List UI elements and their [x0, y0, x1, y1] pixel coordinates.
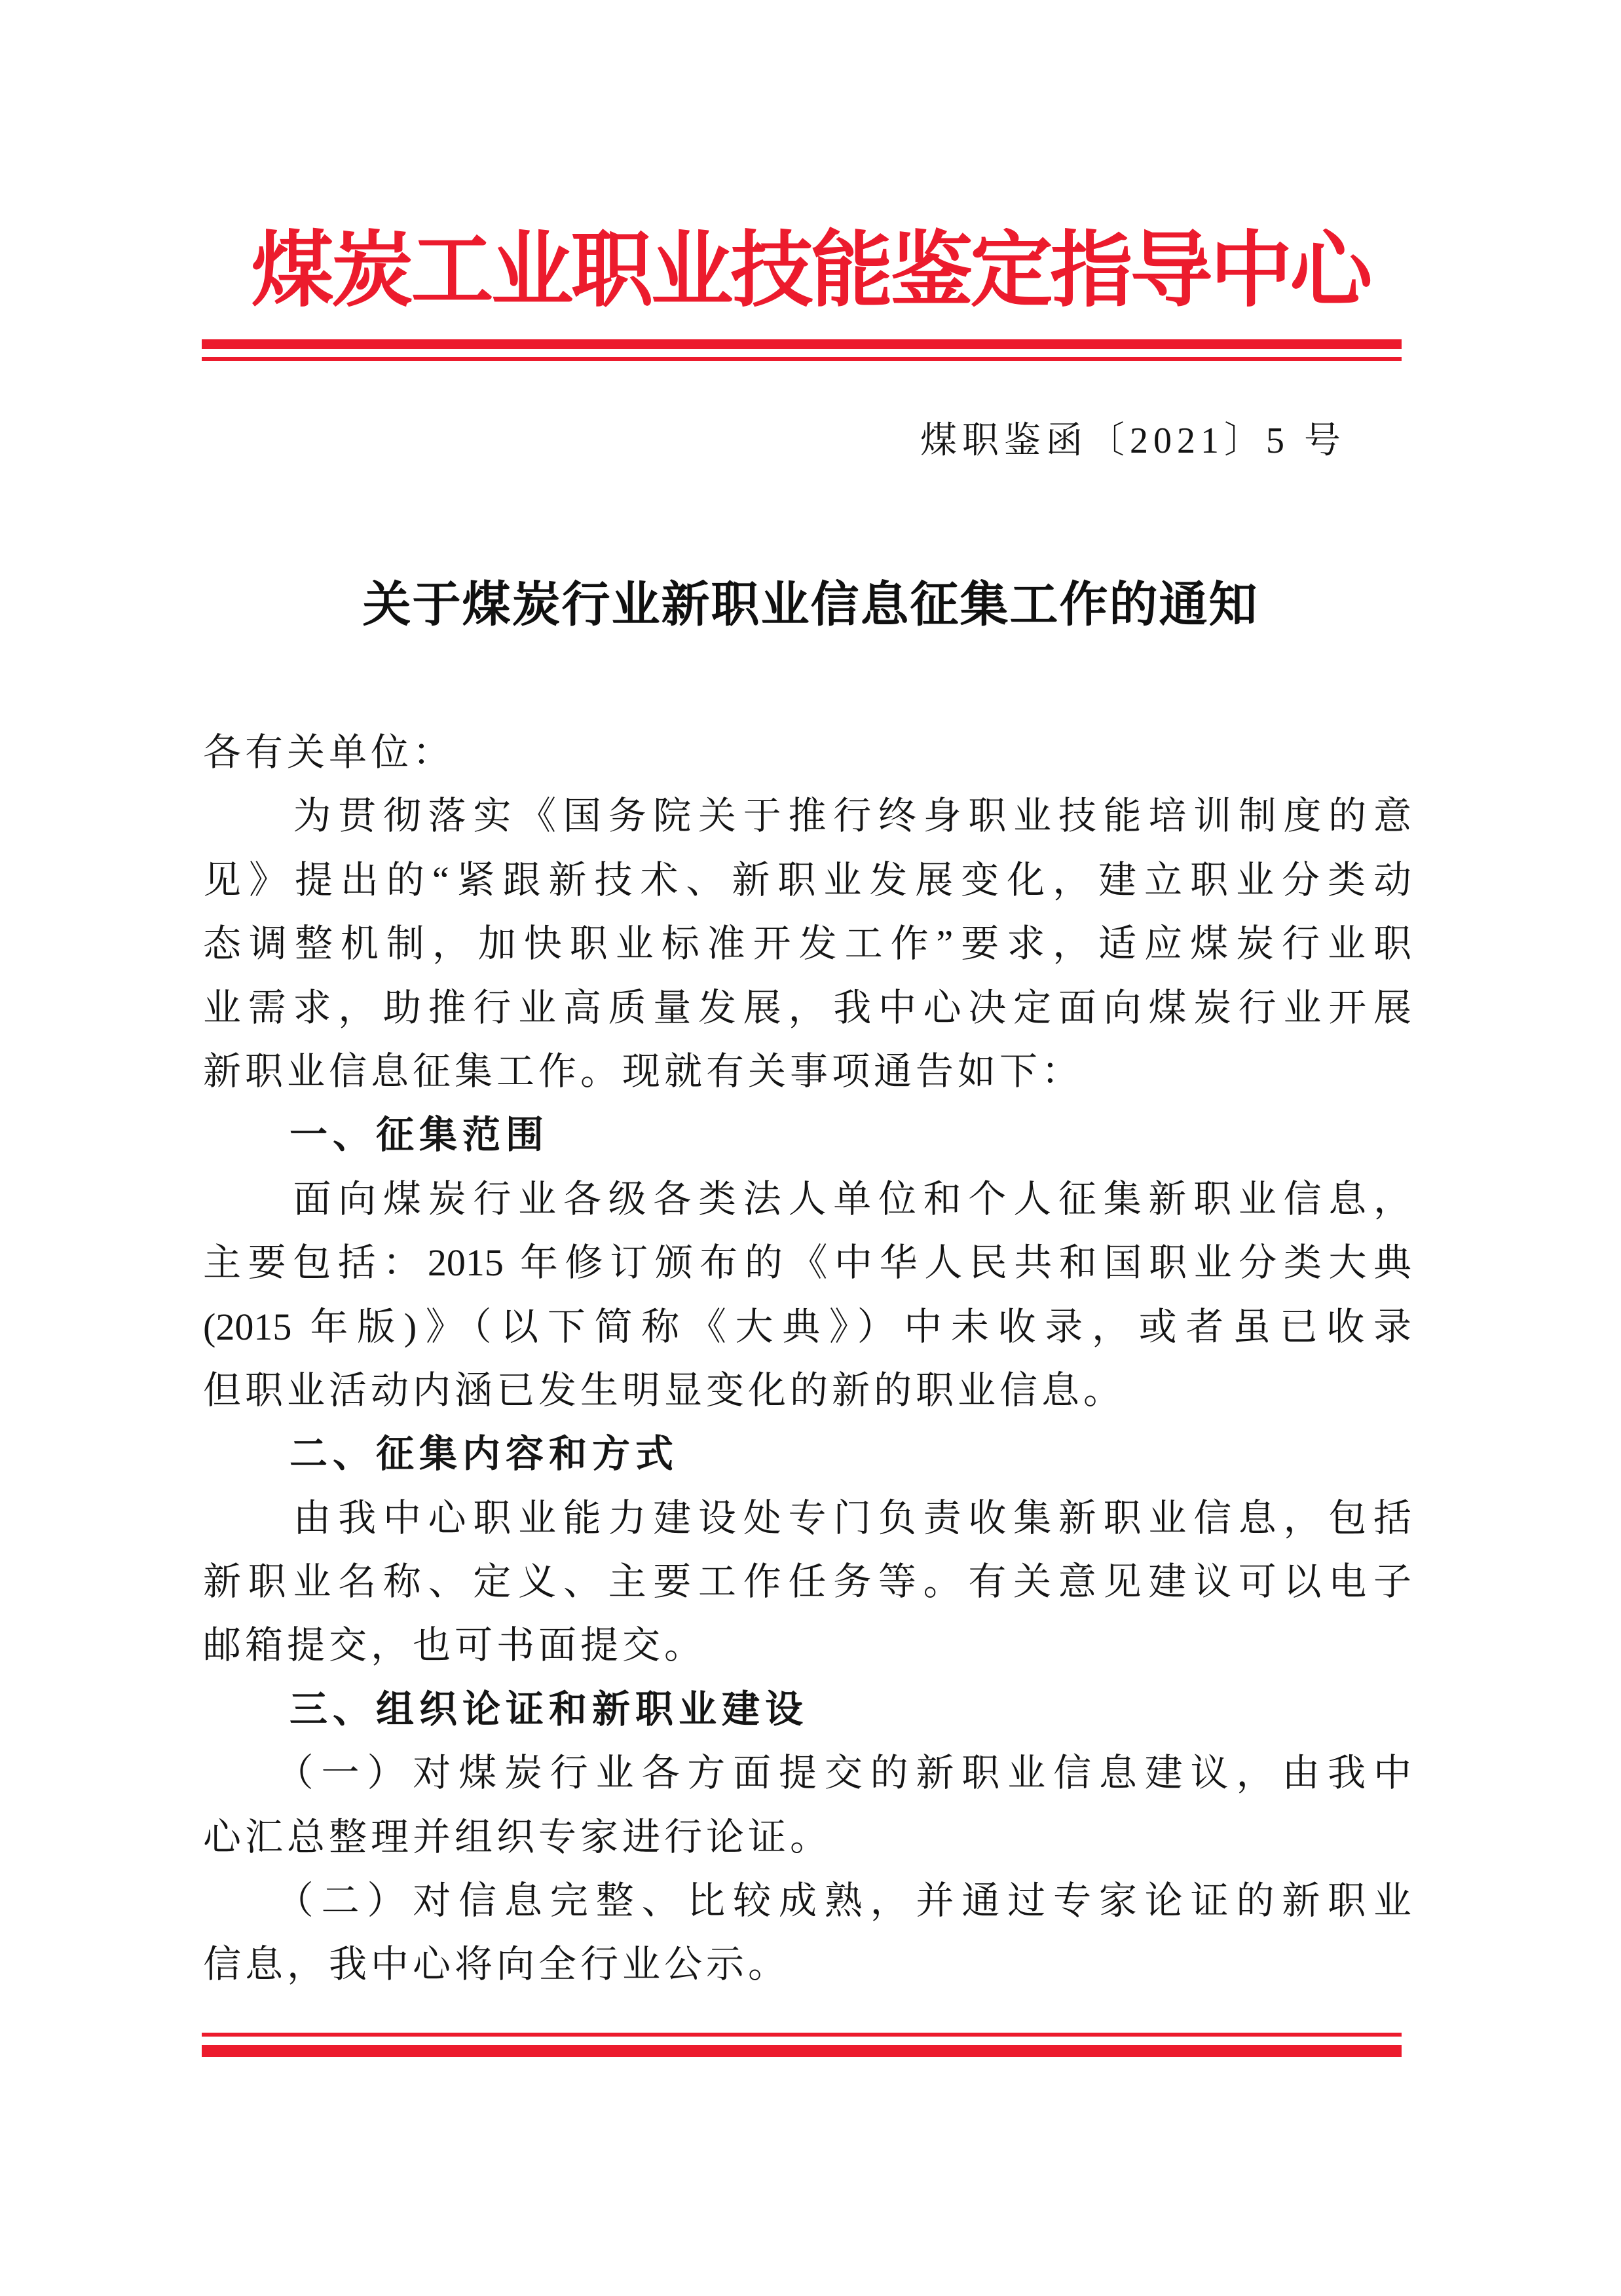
- body-line: 由我中心职业能力建设处专门负责收集新职业信息，包括: [203, 1496, 1411, 1539]
- body-line: (2015 年版)》（以下简称《大典》）中未收录，或者虽已收录: [203, 1305, 1411, 1348]
- section-heading: 二、征集内容和方式: [203, 1433, 679, 1476]
- letterhead-rule-thin: [202, 357, 1402, 361]
- body-line: 各有关单位：: [203, 731, 455, 774]
- letterhead-org-title: 煤炭工业职业技能鉴定指导中心: [251, 226, 1370, 317]
- body-line: 新职业名称、定义、主要工作任务等。有关意见建议可以电子: [203, 1560, 1411, 1604]
- footer-rule-thin: [202, 2033, 1402, 2037]
- body-line: 心汇总整理并组织专家进行论证。: [203, 1815, 832, 1858]
- document-number: 煤职鉴函〔2021〕5 号: [920, 421, 1346, 461]
- body-line: （一）对煤炭行业各方面提交的新职业信息建议，由我中: [203, 1752, 1411, 1795]
- body: [203, 721, 1411, 1997]
- body-line: 业需求，助推行业高质量发展，我中心决定面向煤炭行业开展: [203, 986, 1411, 1029]
- body-line: 新职业信息征集工作。现就有关事项通告如下：: [203, 1049, 1084, 1093]
- body-line: 为贯彻落实《国务院关于推行终身职业技能培训制度的意: [203, 795, 1411, 838]
- body-line: 主要包括：2015 年修订颁布的《中华人民共和国职业分类大典: [203, 1241, 1411, 1285]
- body-line: （二）对信息完整、比较成熟，并通过专家论证的新职业: [203, 1879, 1411, 1923]
- body-line: 但职业活动内涵已发生明显变化的新的职业信息。: [203, 1368, 1126, 1412]
- document-title: 关于煤炭行业新职业信息征集工作的通知: [362, 578, 1259, 632]
- body-line: 面向煤炭行业各级各类法人单位和个人征集新职业信息，: [203, 1177, 1411, 1220]
- body-line: 邮箱提交，也可书面提交。: [203, 1624, 707, 1667]
- section-heading: 一、征集范围: [203, 1114, 550, 1157]
- body-line: 信息，我中心将向全行业公示。: [203, 1943, 791, 1986]
- body-line: 见》提出的“紧跟新技术、新职业发展变化，建立职业分类动: [203, 858, 1411, 901]
- footer-rule-thick: [202, 2045, 1402, 2057]
- letterhead-rule-thick: [202, 339, 1402, 349]
- body-line: 态调整机制，加快职业标准开发工作”要求，适应煤炭行业职: [203, 922, 1411, 966]
- section-heading: 三、组织论证和新职业建设: [203, 1687, 809, 1731]
